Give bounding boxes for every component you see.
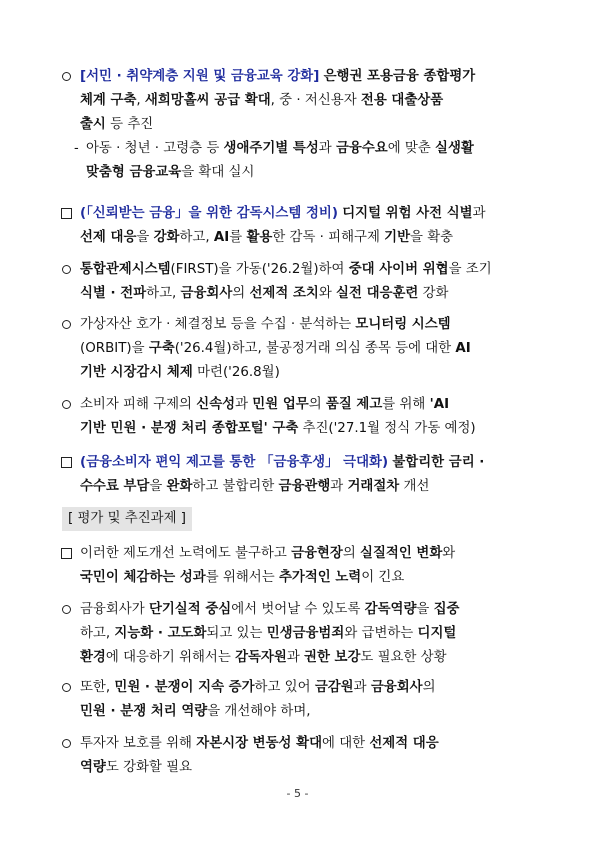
circle-bullet-icon — [62, 72, 71, 81]
text-line: 선제 대응을 강화하고, AI를 활용한 감독 · 피해구제 기반을 확충 — [80, 230, 454, 245]
text-line: (금융소비자 편익 제고를 통한 「금융후생」 극대화) 불합리한 금리 · — [80, 455, 485, 470]
circle-bullet-icon — [62, 400, 71, 409]
text-line: 가상자산 호가 · 체결정보 등을 수집 · 분석하는 모니터링 시스템 — [80, 317, 451, 332]
circle-bullet-icon — [62, 683, 71, 692]
text-line: 금융회사가 단기실적 중심에서 벗어날 수 있도록 감독역량을 집중 — [80, 602, 460, 617]
circle-bullet-icon — [62, 739, 71, 748]
circle-bullet-icon — [62, 320, 71, 329]
circle-bullet-icon — [62, 265, 71, 274]
text-line: 출시 등 추진 — [80, 117, 154, 132]
text-line: 또한, 민원 · 분쟁이 지속 증가하고 있어 금감원과 금융회사의 — [80, 680, 436, 695]
text-line: 소비자 피해 구제의 신속성과 민원 업무의 품질 제고를 위해 'AI — [80, 397, 450, 412]
text-line: 민원 · 분쟁 처리 역량을 개선해야 하며, — [80, 704, 311, 719]
text-line: 체계 구축, 새희망홀씨 공급 확대, 중 · 저신용자 전용 대출상품 — [80, 93, 444, 108]
square-bullet-icon — [61, 208, 72, 220]
circle-bullet-icon — [62, 605, 71, 614]
text-line: 기반 민원 · 분쟁 처리 종합포털' 구축 추진('27.1월 정식 가동 예정) — [80, 421, 476, 436]
section-header: [ 평가 및 추진과제 ] — [62, 507, 192, 531]
text-line: 맞춤형 금융교육을 확대 실시 — [86, 165, 255, 180]
text-line: 국민이 체감하는 성과를 위해서는 추가적인 노력이 긴요 — [80, 570, 405, 585]
square-bullet-icon — [61, 457, 72, 469]
text-line: 통합관제시스템(FIRST)을 가동('26.2월)하여 중대 사이버 위협을 조기 — [80, 262, 492, 277]
page-number: - 5 - — [286, 787, 309, 800]
text-line: [서민 · 취약계층 지원 및 금융교육 강화] 은행권 포용금융 종합평가 — [80, 69, 476, 84]
text-line: 기반 시장감시 체제 마련('26.8월) — [80, 365, 280, 380]
text-line: 하고, 지능화 · 고도화되고 있는 민생금융범죄와 급변하는 디지털 — [80, 626, 457, 641]
text-line: (ORBIT)을 구축('26.4월)하고, 불공정거래 의심 종목 등에 대한 AI — [80, 341, 471, 356]
text-line: (「신뢰받는 금융」을 위한 감독시스템 정비) 디지털 위험 사전 식별과 — [80, 206, 486, 221]
text-line: 역량도 강화할 필요 — [80, 760, 192, 775]
text-line: 이러한 제도개선 노력에도 불구하고 금융현장의 실질적인 변화와 — [80, 546, 456, 561]
square-bullet-icon — [61, 548, 72, 560]
dash-marker: - — [74, 141, 79, 156]
text-line: 아동 · 청년 · 고령층 등 생애주기별 특성과 금융수요에 맞춘 실생활 — [86, 141, 474, 156]
text-line: 식별 · 전파하고, 금융회사의 선제적 조치와 실전 대응훈련 강화 — [80, 286, 449, 301]
text-line: 투자자 보호를 위해 자본시장 변동성 확대에 대한 선제적 대응 — [80, 736, 439, 751]
text-line: 수수료 부담을 완화하고 불합리한 금융관행과 거래절차 개선 — [80, 479, 430, 494]
text-line: 환경에 대응하기 위해서는 감독자원과 권한 보강도 필요한 상황 — [80, 650, 447, 665]
